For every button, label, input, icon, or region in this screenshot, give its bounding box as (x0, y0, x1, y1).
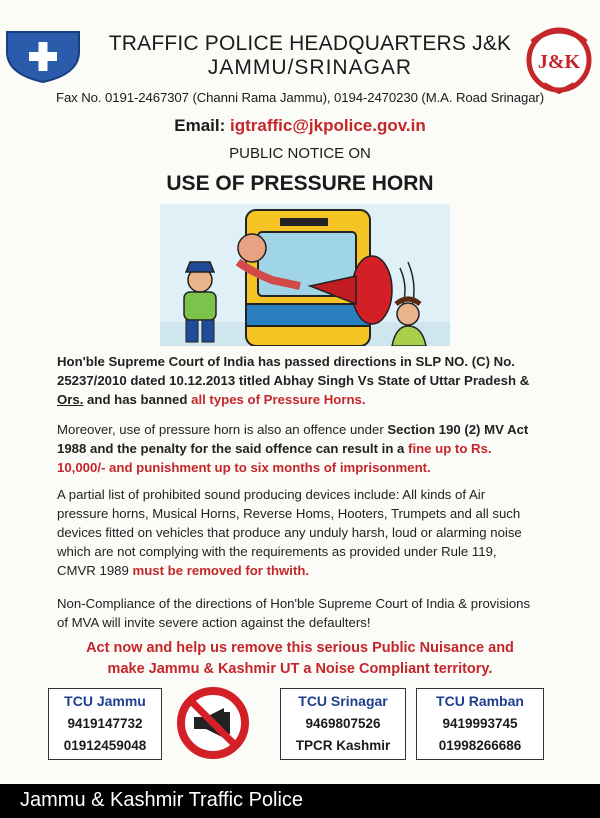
fax-numbers: Fax No. 0191-2467307 (Channi Rama Jammu), 0194-2470230 (M.A. Road Srinagar) (55, 90, 545, 105)
org-city: JAMMU/SRINAGAR (207, 56, 413, 79)
caption-bar (0, 784, 600, 818)
pressure-horn-illustration (160, 204, 450, 346)
org-title: TRAFFIC POLICE HEADQUARTERS J&K (108, 32, 512, 55)
notice-kind: PUBLIC NOTICE ON (229, 145, 371, 162)
caption-text: Jammu & Kashmir Traffic Police (20, 789, 304, 811)
notice-header (0, 18, 600, 88)
paragraph-penalty: Moreover, use of pressure horn is also an offence under Section 190 (2) MV Act 1988 and the penalty for the said offence can result in a fine up to Rs. 10,000/- and punishment up to six months of imprisonment. (57, 422, 529, 475)
contact-box-tcu-srinagar: TCU Srinagar 9469807526 TPCR Kashmir (280, 688, 406, 760)
email-address[interactable]: igtraffic@jkpolice.gov.in (230, 116, 426, 135)
police-cross-emblem-icon (3, 28, 83, 84)
call-to-action: Act now and help us remove this serious Public Nuisance and make Jammu & Kashmir UT a Noise Compliant territory. (86, 640, 514, 677)
contact-box-tcu-ramban: TCU Ramban 9419993745 01998266686 (416, 688, 544, 760)
paragraph-prohibited-devices: A partial list of prohibited sound producing devices include: All kinds of Air pressure horns, Musical Horns, Reverse Homs, Hooters, Trumpets and all such devices fitted on vehicles that produce any unduly harsh, loud or alarming noise which are not complying with the requirements as provided under Rule 119, CMVR 1989 must be removed for thwith. (57, 487, 522, 578)
no-horn-sign-icon (176, 686, 250, 760)
paragraph-non-compliance: Non-Compliance of the directions of Hon'ble Supreme Court of India & provisions of MVA will invite severe action against the defaulters! (57, 596, 531, 630)
email-line (0, 116, 600, 136)
email-label: Email: (174, 116, 226, 135)
notice-subject: USE OF PRESSURE HORN (166, 172, 434, 195)
paragraph-court-directions: Hon'ble Supreme Court of India has passed directions in SLP NO. (C) No. 25237/2010 dated 10.12.2013 titled Abhay Singh Vs State of Uttar Pradesh & Ors. and has banned all types of Pressure Horns. (57, 354, 530, 407)
contact-box-tcu-jammu: TCU Jammu 9419147732 01912459048 (48, 688, 162, 760)
jk-police-emblem-icon (522, 22, 596, 94)
svg-text:J&K: J&K (537, 51, 581, 73)
